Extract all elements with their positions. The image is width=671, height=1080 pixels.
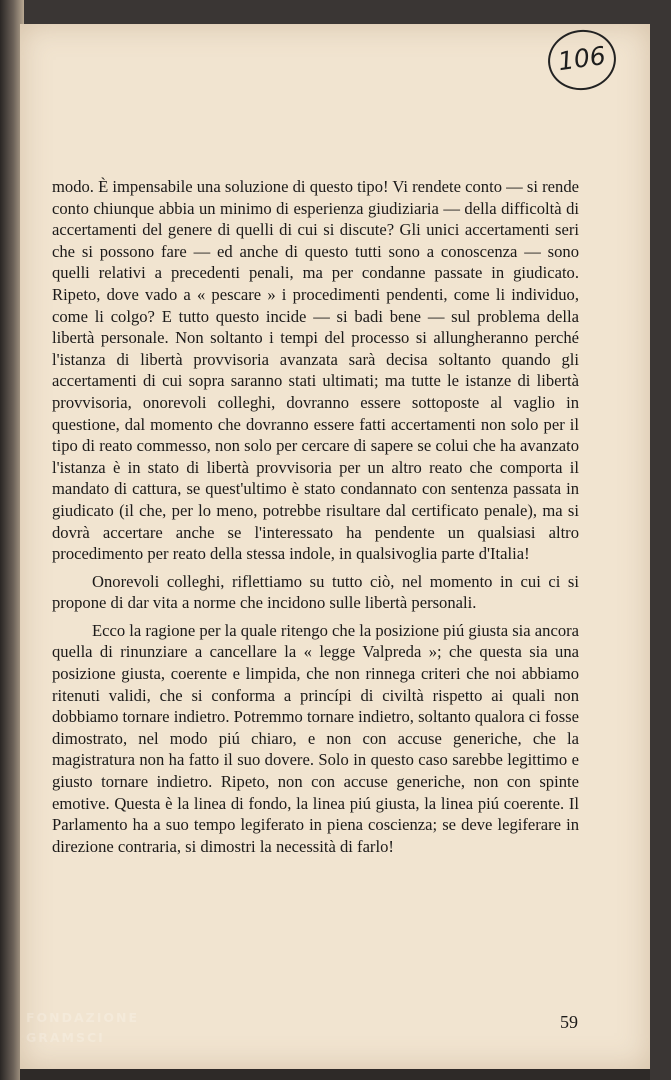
scan-bottom-edge bbox=[20, 1069, 650, 1080]
body-text bbox=[52, 176, 579, 857]
paragraph-1: modo. È impensabile una soluzione di questo tipo! Vi rendete conto — si rende conto chiunque abbia un minimo di esperienza giudiziaria — della difficoltà di accertamenti del genere di quelli di cui si discute? Gli unici accertamenti seri che si possono fare — ed anche di questo tutti sono a conoscenza — sono quelli relativi a precedenti penali, ma per condanne passate in giudicato. Ripeto, dove vado a « pescare » i procedimenti pendenti, come li individuo, come li colgo? E tutto questo incide — si badi bene — sul problema della libertà personale. Non soltanto i tempi del processo si allungheranno perché l'istanza di libertà provvisoria avanzata sarà decisa soltanto quando gli accertamenti di cui sopra saranno stati ultimati; ma tutte le istanze di libertà provvisoria, onorevoli colleghi, dovranno essere sottoposte al vaglio in questione, dal momento che dovranno essere fatti accertamenti non solo per il tipo di reato commesso, non solo per cercare di sapere se colui che ha avanzato l'istanza è in stato di libertà provvisoria per un altro reato che comporta il mandato di cattura, se quest'ultimo è stato condannato con sentenza passata in giudicato (il che, per lo meno, potrebbe risultare dal certificato penale), ma si dovrà accertare anche se l'interessato ha pendente un qualsiasi altro procedimento per reato della stessa indole, in qualsivoglia parte d'Italia! bbox=[52, 177, 579, 564]
paragraph-2: Onorevoli colleghi, riflettiamo su tutto ciò, nel momento in cui ci si propone di dar vita a norme che incidono sulle libertà personali. bbox=[52, 571, 579, 613]
page-number: 59 bbox=[560, 1012, 578, 1032]
watermark-logo: FONDAZIONE GRAMSCI bbox=[26, 1010, 140, 1045]
archive-number-stamp: 106 bbox=[544, 26, 620, 95]
paragraph-3: Ecco la ragione per la quale ritengo che la posizione piú giusta sia ancora quella di rinunziare a cancellare la « legge Valpreda »; che questa sia una posizione giusta, coerente e limpida, che non rinnega criteri che noi abbiamo ritenuti validi, che si conforma a princípi di civiltà rispetto ai quali non dobbiamo tornare indietro. Potremmo tornare indietro, soltanto qualora ci fosse dimostrato, nel modo piú chiaro, e non con accuse generiche, che la magistratura non ha fatto il suo dovere. Solo in questo caso sarebbe legittimo e giusto tornare indietro. Ripeto, non con accuse generiche, non con spinte emotive. Questa è la linea di fondo, la linea piú giusta, la linea piú coerente. Il Parlamento ha a suo tempo legiferato in piena coscienza; se deve legiferare in direzione contraria, si dimostri la necessità di farlo! bbox=[52, 620, 580, 856]
